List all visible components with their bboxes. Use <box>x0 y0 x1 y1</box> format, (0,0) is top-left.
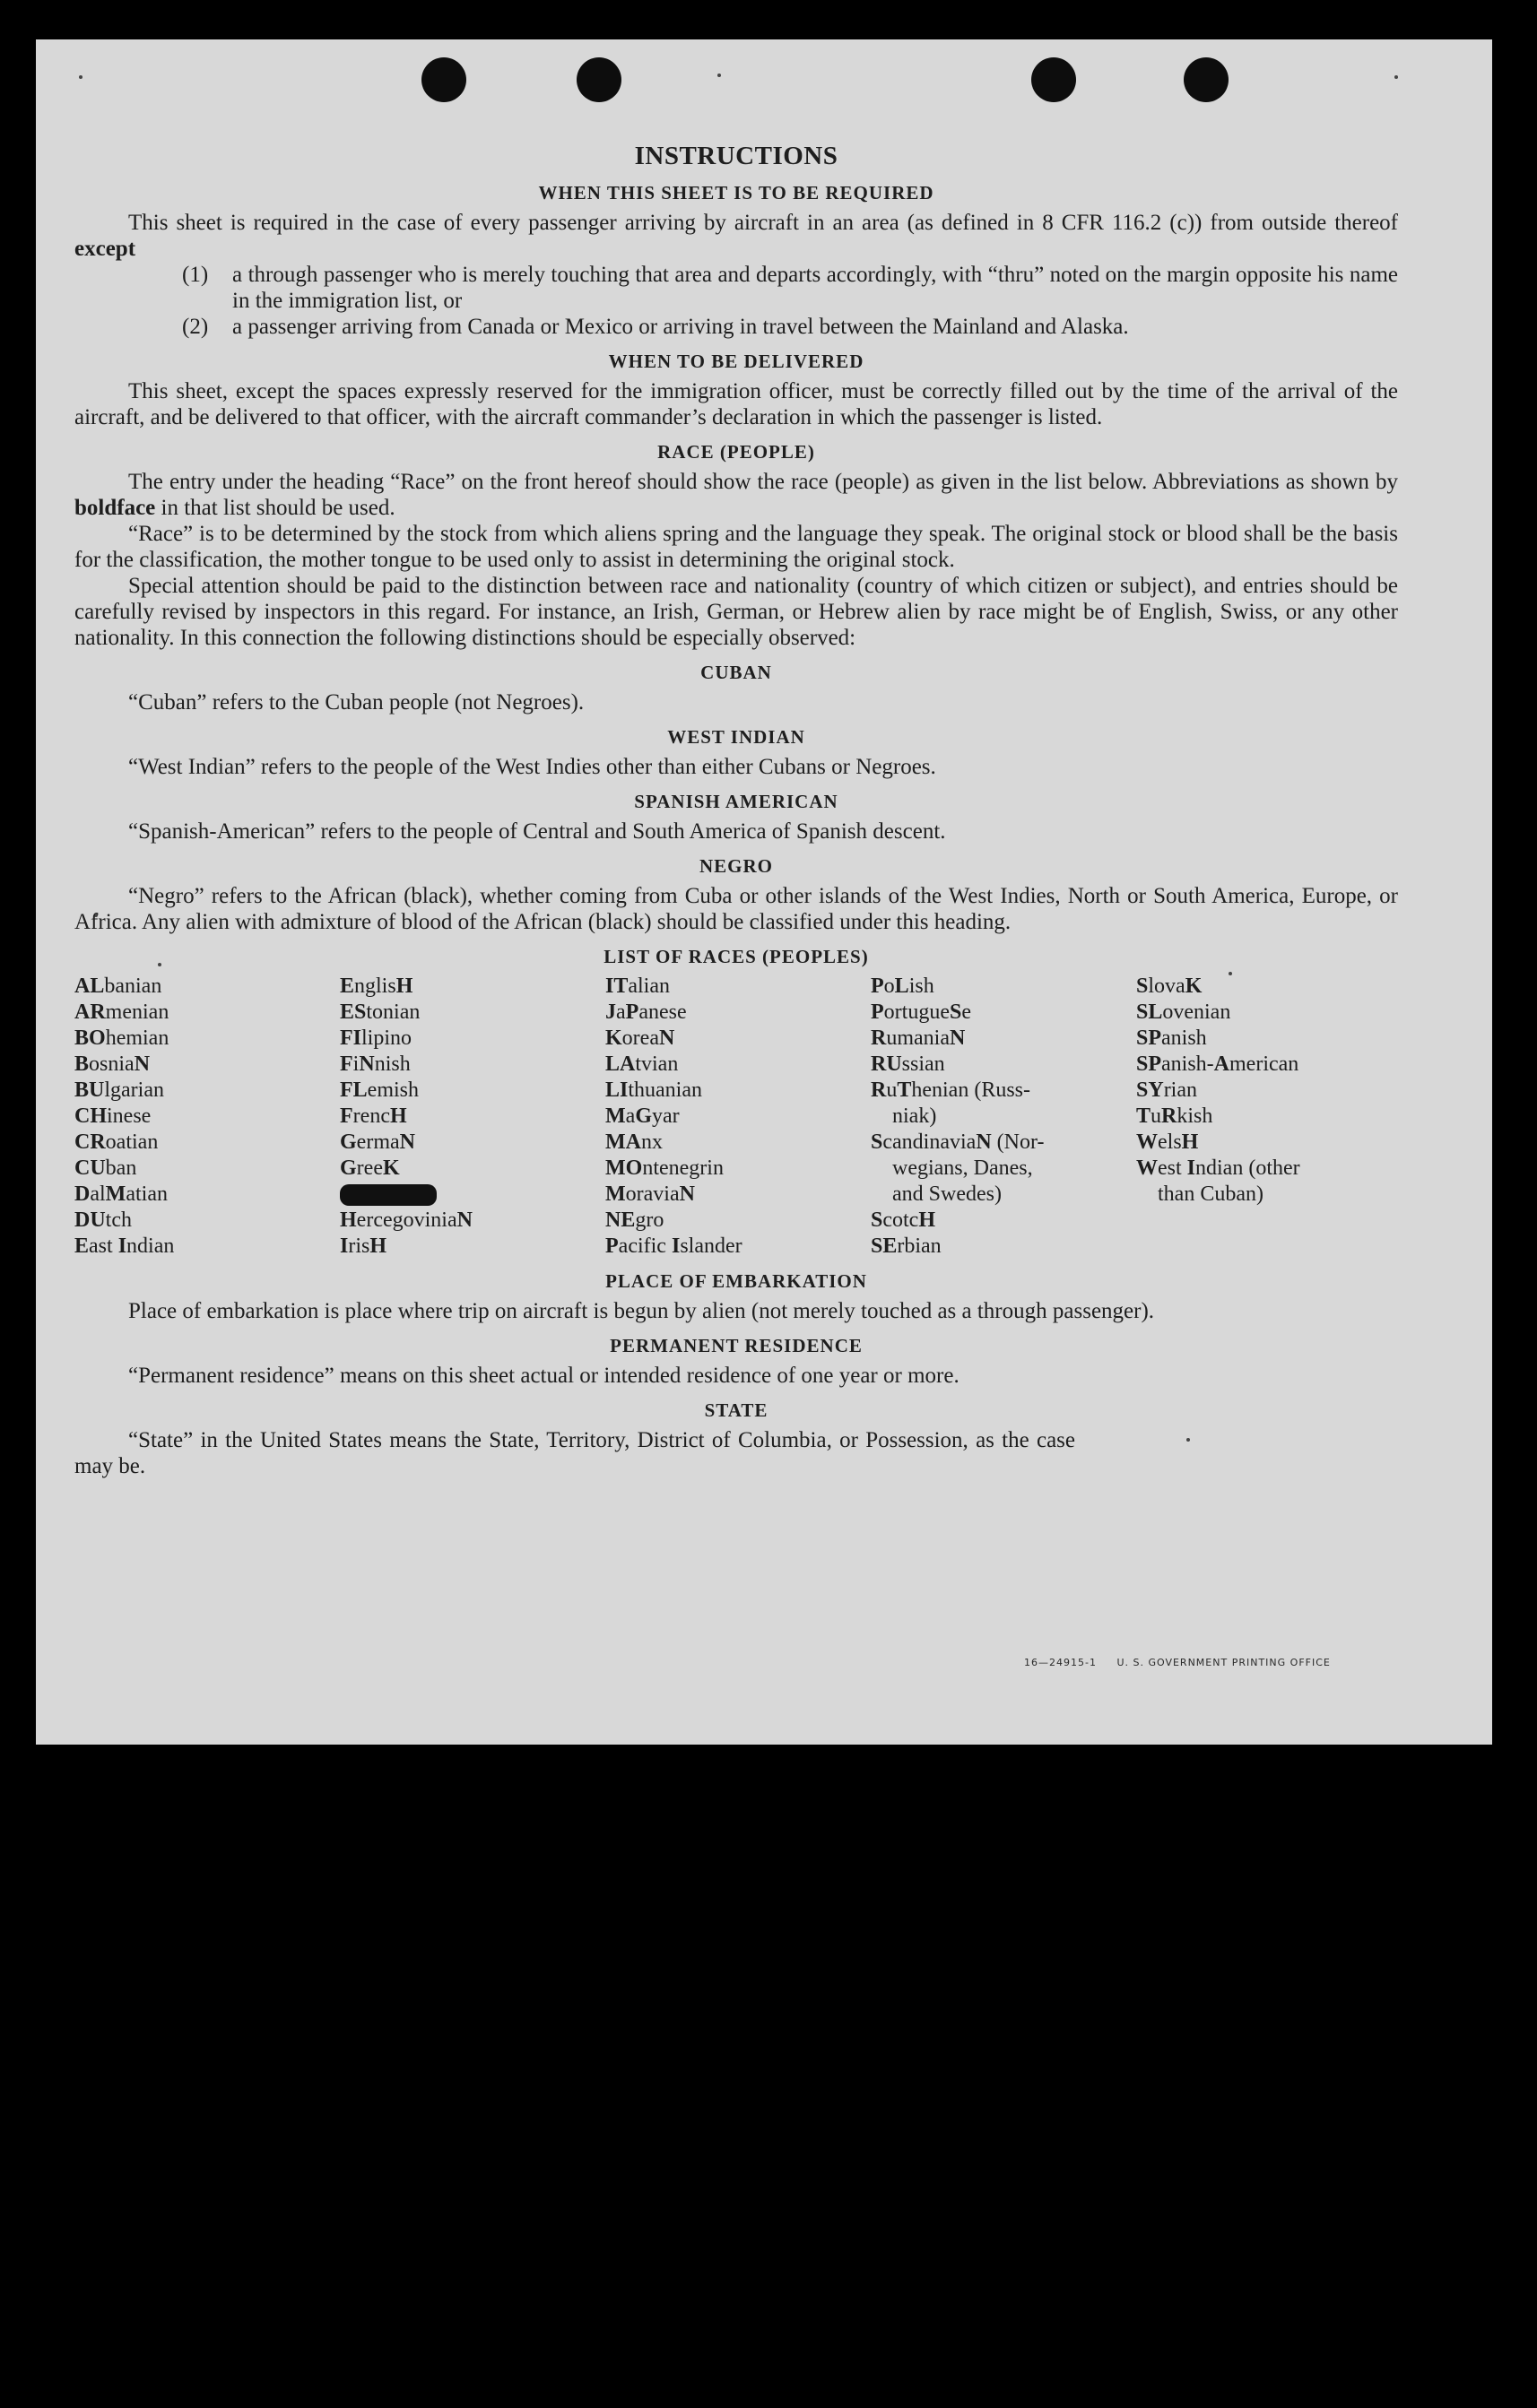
cuban-text: “Cuban” refers to the Cuban people (not Negroes). <box>128 690 585 715</box>
race-p1-bold: boldface <box>74 496 156 520</box>
race-entry: RumaniaN <box>871 1026 966 1050</box>
when-required-intro <box>74 210 1398 262</box>
section-heading-when-delivered: WHEN TO BE DELIVERED <box>608 351 864 372</box>
race-entry: SYrian <box>1136 1078 1197 1102</box>
race-entry: BOhemian <box>74 1026 169 1050</box>
race-entry: PoLish <box>871 974 934 998</box>
section-heading-embarkation: PLACE OF EMBARKATION <box>605 1270 867 1292</box>
race-entry: PortugueSe <box>871 1000 971 1024</box>
instructions-content <box>74 142 1398 1479</box>
race-entry: East Indian <box>74 1234 175 1258</box>
speck <box>1394 75 1398 79</box>
race-p1-b: in that list should be used. <box>161 496 395 520</box>
race-entry: ScotcH <box>871 1208 936 1232</box>
embarkation-text: Place of embarkation is place where trip on aircraft is begun by alien (not merely touched as a through passenger). <box>128 1299 1155 1323</box>
race-paragraph-2: “Race” is to be determined by the stock from which aliens spring and the language they speak. The original stock or blood shall be the basis for the classification, the mother tongue to be used only to assist in determining the original stock. <box>74 522 1398 572</box>
state-text: “State” in the United States means the State, Territory, District of Columbia, or Possession, as the case may be. <box>74 1428 1075 1478</box>
residence-text: “Permanent residence” means on this sheet actual or intended residence of one year or more. <box>128 1364 960 1388</box>
race-entry: NEgro <box>605 1208 664 1232</box>
race-paragraph-3: Special attention should be paid to the distinction between race and nationality (country of which citizen or subject), and entries should be carefully revised by inspectors in this regard. For instance, an Irish, German, or Hebrew alien by race might be of English, Swiss, or any other nationality. In this connection the following distinctions should be especially observed: <box>74 574 1398 650</box>
section-heading-residence: PERMANENT RESIDENCE <box>610 1335 863 1356</box>
document-sheet <box>36 39 1492 1745</box>
section-heading-cuban: CUBAN <box>700 662 772 683</box>
race-entry: DalMatian <box>74 1182 168 1206</box>
exception-item <box>182 314 1398 340</box>
race-p1-a: The entry under the heading “Race” on the front hereof should show the race (people) as given in the list below. Abbreviations as shown by <box>128 470 1398 494</box>
race-entry: SErbian <box>871 1234 942 1258</box>
race-paragraph-1 <box>74 469 1398 521</box>
intro-text: This sheet is required in the case of every passenger arriving by aircraft in an area (as defined in 8 CFR 116.2 (c)) from outside thereof <box>128 211 1398 235</box>
race-column <box>605 974 871 1260</box>
redaction-mark <box>340 1184 437 1206</box>
speck <box>79 75 82 79</box>
race-entry: JaPanese <box>605 1000 687 1024</box>
race-entry: MaGyar <box>605 1104 680 1128</box>
race-column <box>74 974 340 1260</box>
item-text: a through passenger who is merely touching that area and departs accordingly, with “thru” noted on the margin opposite his name in the immigration list, or <box>232 263 1398 313</box>
printing-footnote <box>1024 1657 1331 1668</box>
race-entry: BUlgarian <box>74 1078 164 1102</box>
punch-hole <box>1031 57 1076 102</box>
printer-name: U. S. GOVERNMENT PRINTING OFFICE <box>1116 1657 1331 1668</box>
race-entry: wegians, Danes, <box>892 1156 1033 1180</box>
race-entry: CRoatian <box>74 1130 159 1154</box>
section-heading-race: RACE (PEOPLE) <box>657 441 815 463</box>
race-entry: GreeK <box>340 1156 400 1180</box>
race-entry <box>340 1182 605 1208</box>
race-entry: CUban <box>74 1156 137 1180</box>
intro-bold: except <box>74 237 136 261</box>
section-heading-spanish-american: SPANISH AMERICAN <box>634 791 838 812</box>
race-entry: MOntenegrin <box>605 1156 724 1180</box>
when-delivered-text: This sheet, except the spaces expressly reserved for the immigration officer, must be correctly filled out by the time of the arrival of the aircraft, and be delivered to that officer, with the aircraft commander’s declaration in which the passenger is listed. <box>74 379 1398 429</box>
section-heading-races-list: LIST OF RACES (PEOPLES) <box>604 946 869 967</box>
race-entry: ARmenian <box>74 1000 169 1024</box>
item-number: (2) <box>182 315 209 339</box>
race-entry: HercegoviniaN <box>340 1208 473 1232</box>
race-entry: DUtch <box>74 1208 132 1232</box>
form-number: 16—24915-1 <box>1024 1657 1097 1668</box>
section-heading-state: STATE <box>704 1399 768 1421</box>
section-heading-west-indian: WEST INDIAN <box>667 726 805 748</box>
race-column <box>871 974 1136 1260</box>
race-entry: EnglisH <box>340 974 413 998</box>
race-entry: West Indian (other <box>1136 1156 1300 1180</box>
race-entry: GermaN <box>340 1130 415 1154</box>
race-entry: LAtvian <box>605 1052 679 1076</box>
page-title: INSTRUCTIONS <box>634 142 838 170</box>
negro-text: “Negro” refers to the African (black), whether coming from Cuba or other islands of the West Indies, North or South America, Europe, or Africa. Any alien with admixture of blood of the African (black) should be classified under this heading. <box>74 884 1398 934</box>
race-entry: BosniaN <box>74 1052 151 1076</box>
race-entry: LIthuanian <box>605 1078 702 1102</box>
exception-item <box>182 262 1398 314</box>
race-entry: MoraviaN <box>605 1182 695 1206</box>
race-list <box>74 974 1398 1260</box>
speck <box>717 74 721 77</box>
race-entry: MAnx <box>605 1130 663 1154</box>
race-entry: FLemish <box>340 1078 419 1102</box>
punch-hole <box>421 57 466 102</box>
section-heading-negro: NEGRO <box>699 855 773 877</box>
race-entry: Pacific Islander <box>605 1234 742 1258</box>
race-entry: RuThenian (Russ- <box>871 1078 1031 1102</box>
race-entry: FrencH <box>340 1104 407 1128</box>
race-entry: KoreaN <box>605 1026 675 1050</box>
section-heading-when-required: WHEN THIS SHEET IS TO BE REQUIRED <box>538 182 934 204</box>
punch-hole <box>1184 57 1229 102</box>
race-entry: FiNnish <box>340 1052 411 1076</box>
race-entry: SLovenian <box>1136 1000 1231 1024</box>
race-entry: ITalian <box>605 974 670 998</box>
race-entry: ALbanian <box>74 974 162 998</box>
west-indian-text: “West Indian” refers to the people of the West Indies other than either Cubans or Negroes. <box>128 755 936 779</box>
race-column <box>340 974 605 1260</box>
race-entry: SPanish-American <box>1136 1052 1299 1076</box>
race-entry: RUssian <box>871 1052 945 1076</box>
race-entry: WelsH <box>1136 1130 1199 1154</box>
race-entry: than Cuban) <box>1158 1182 1263 1206</box>
race-entry: SPanish <box>1136 1026 1207 1050</box>
race-entry: niak) <box>892 1104 937 1128</box>
race-entry: TuRkish <box>1136 1104 1213 1128</box>
race-entry: SlovaK <box>1136 974 1203 998</box>
race-entry: ScandinaviaN (Nor- <box>871 1130 1045 1154</box>
race-entry: IrisH <box>340 1234 387 1258</box>
punch-hole <box>577 57 621 102</box>
race-column <box>1136 974 1402 1260</box>
race-entry: EStonian <box>340 1000 421 1024</box>
item-number: (1) <box>182 263 209 287</box>
race-entry: and Swedes) <box>892 1182 1002 1206</box>
race-entry: FIlipino <box>340 1026 412 1050</box>
item-text: a passenger arriving from Canada or Mexico or arriving in travel between the Mainland and Alaska. <box>232 315 1129 339</box>
race-entry: CHinese <box>74 1104 152 1128</box>
spanish-american-text: “Spanish-American” refers to the people of Central and South America of Spanish descent. <box>128 819 946 844</box>
